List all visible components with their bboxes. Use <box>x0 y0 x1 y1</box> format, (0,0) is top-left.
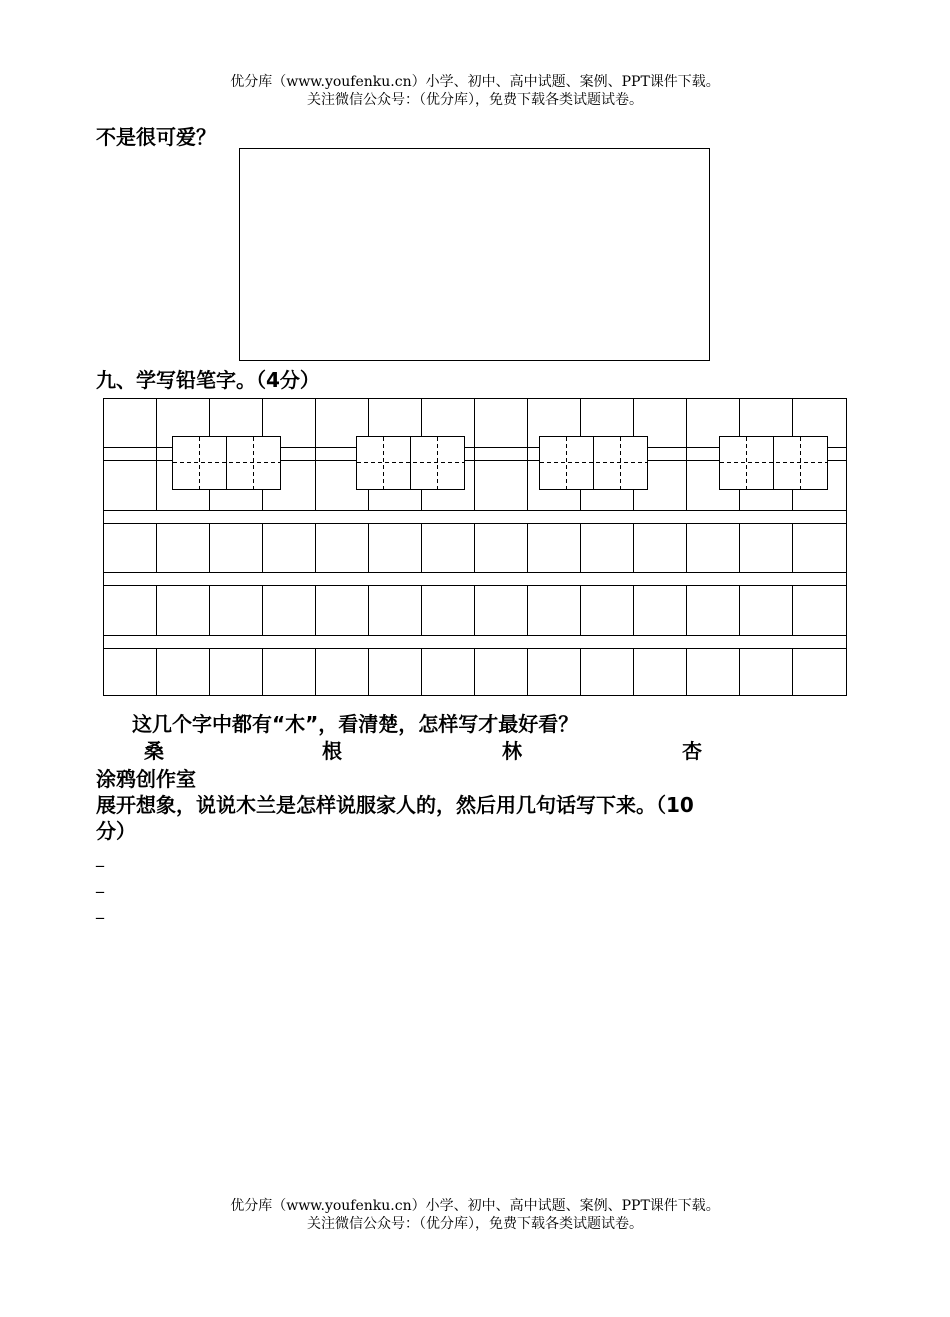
char-gen: 根 <box>322 739 342 763</box>
creative-prompt-line-1: 展开想象，说说木兰是怎样说服家人的，然后用几句话写下来。（10 <box>96 793 694 817</box>
answer-line-3[interactable]: _ <box>96 900 104 919</box>
creative-prompt-line-2: 分） <box>96 819 136 843</box>
answer-line-1[interactable]: _ <box>96 848 104 867</box>
char-xing: 杏 <box>682 739 702 763</box>
question-tail: 不是很可爱？ <box>96 125 216 149</box>
header-line-2: 关注微信公众号：（优分库），免费下载各类试题试卷。 <box>307 92 643 108</box>
char-lin: 林 <box>502 739 522 763</box>
writing-grid[interactable] <box>103 398 848 698</box>
header-line-1: 优分库（www.youfenku.cn）小学、初中、高中试题、案例、PPT课件下载。 <box>230 74 720 90</box>
section-9-title: 九、学写铅笔字。（4分） <box>96 368 320 392</box>
char-sang: 桑 <box>144 739 164 763</box>
creative-title: 涂鸦创作室 <box>96 767 196 791</box>
footer-line-2: 关注微信公众号：（优分库），免费下载各类试题试卷。 <box>307 1216 643 1232</box>
answer-line-2[interactable]: _ <box>96 874 104 893</box>
section-9-instruction: 这几个字中都有“木”，看清楚，怎样写才最好看？ <box>132 712 579 736</box>
footer-line-1: 优分库（www.youfenku.cn）小学、初中、高中试题、案例、PPT课件下载。 <box>230 1198 720 1214</box>
drawing-box[interactable] <box>239 148 710 361</box>
